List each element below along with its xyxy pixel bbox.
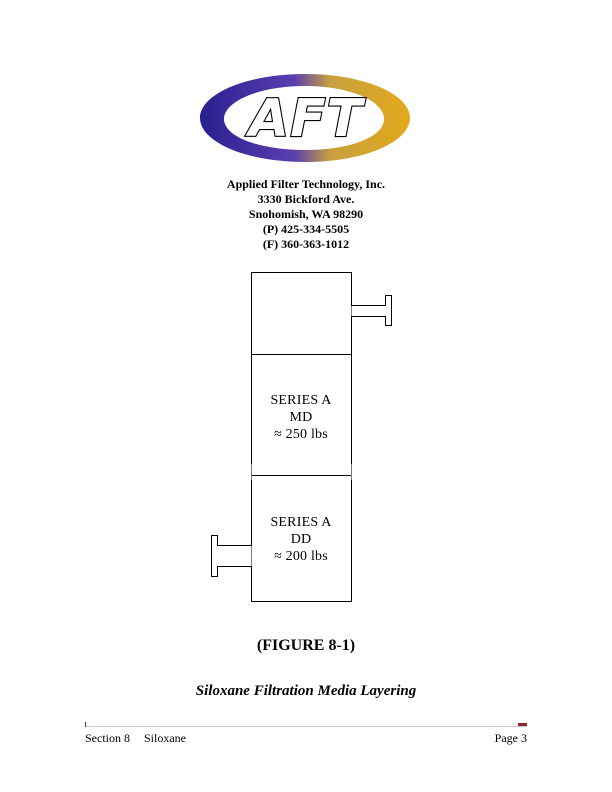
footer-rule bbox=[85, 726, 527, 727]
figure-number: (FIGURE 8-1) bbox=[256, 637, 356, 654]
md-type: MD bbox=[289, 410, 313, 425]
md-weight: ≈ 250 lbs bbox=[274, 427, 328, 442]
page-footer bbox=[85, 731, 527, 747]
aft-logo bbox=[198, 72, 412, 164]
figure-caption: Siloxane Filtration Media Layering bbox=[195, 683, 417, 699]
footer-mark-left bbox=[85, 722, 86, 727]
md-series: SERIES A bbox=[270, 393, 332, 408]
media-label-dd bbox=[252, 514, 350, 565]
footer-page-number: Page 3 bbox=[494, 731, 527, 745]
dd-weight: ≈ 200 lbs bbox=[274, 549, 328, 564]
company-street: 3330 Bickford Ave. bbox=[257, 192, 355, 206]
inlet-nozzle bbox=[212, 536, 252, 577]
dd-type: DD bbox=[290, 532, 312, 547]
outlet-nozzle bbox=[352, 296, 392, 326]
company-city: Snohomish, WA 98290 bbox=[248, 207, 364, 221]
footer-topic: Siloxane bbox=[144, 731, 186, 745]
media-label-md bbox=[252, 392, 350, 443]
dd-series: SERIES A bbox=[270, 515, 332, 530]
company-phone: (P) 425-334-5505 bbox=[262, 222, 350, 236]
company-address bbox=[156, 177, 456, 252]
company-name: Applied Filter Technology, Inc. bbox=[226, 177, 386, 191]
vessel-section-top bbox=[252, 273, 352, 355]
footer-section: Section 8 bbox=[85, 731, 130, 745]
company-fax: (F) 360-363-1012 bbox=[262, 237, 350, 251]
logo-text: AFT bbox=[248, 89, 364, 149]
footer-mark-right bbox=[518, 723, 527, 726]
